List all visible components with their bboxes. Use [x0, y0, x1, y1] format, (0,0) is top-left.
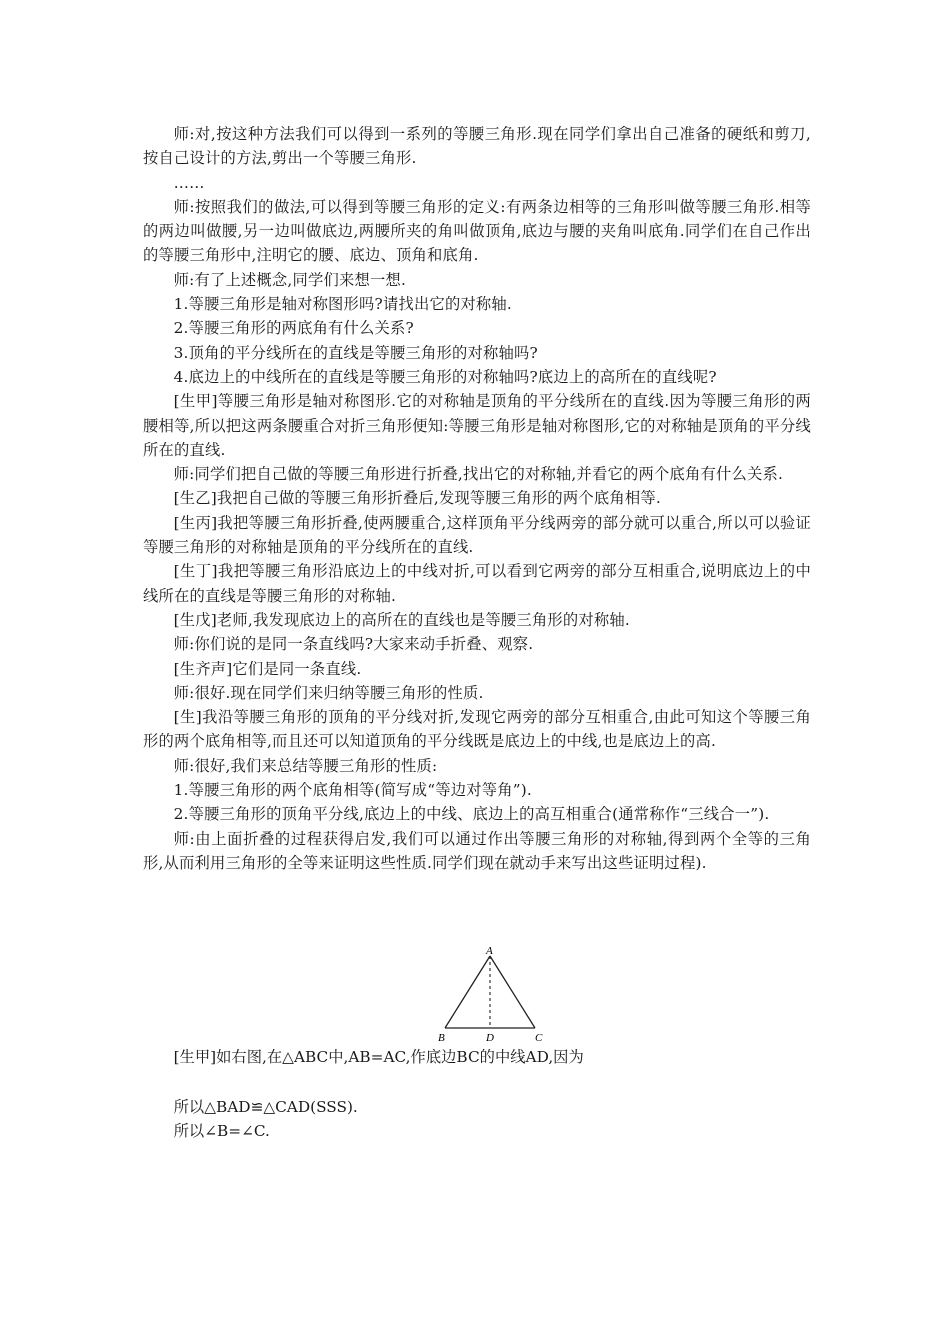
label-a: A	[486, 945, 493, 957]
paragraph: 1.等腰三角形的两个底角相等(简写成“等边对等角”).	[173, 781, 532, 800]
proof-line: 所以△BAD≌△CAD(SSS).	[173, 1098, 358, 1116]
side-ac	[490, 956, 535, 1028]
paragraph: 1.等腰三角形是轴对称图形吗?请找出它的对称轴.	[173, 295, 512, 314]
paragraph: ……	[173, 173, 205, 192]
paragraph: 师:由上面折叠的过程获得启发,我们可以通过作出等腰三角形的对称轴,得到两个全等的三角形,从而利用三角形的全等来证明这些性质.同学们现在就动手来写出这些证明过程).	[143, 829, 811, 872]
proof-conclusion	[143, 1095, 811, 1144]
paragraph: 师:同学们把自己做的等腰三角形进行折叠,找出它的对称轴,并看它的两个底角有什么关系.	[173, 465, 784, 484]
label-b: B	[438, 1032, 445, 1044]
proof-line: 所以∠B=∠C.	[173, 1122, 270, 1141]
paragraph: 师:你们说的是同一条直线吗?大家来动手折叠、观察.	[173, 635, 534, 654]
label-d: D	[486, 1032, 494, 1044]
side-ab	[445, 956, 490, 1028]
paragraph: [生齐声]它们是同一条直线.	[173, 659, 362, 678]
paragraph: [生丙]我把等腰三角形折叠,使两腰重合,这样顶角平分线两旁的部分就可以重合,所以可以验证等腰三角形的对称轴是顶角的平分线所在的直线.	[143, 513, 811, 557]
isosceles-triangle-figure	[430, 944, 560, 1046]
paragraph: 师:按照我们的做法,可以得到等腰三角形的定义:有两条边相等的三角形叫做等腰三角形.相等的两边叫做腰,另一边叫做底边,两腰所夹的角叫做顶角,底边与腰的夹角叫底角.同学们在自己作出的等腰三角形中,注明它的腰、底边、顶角和底角.	[143, 197, 811, 265]
paragraph: 师:有了上述概念,同学们来想一想.	[173, 270, 407, 289]
paragraph: 师:很好,我们来总结等腰三角形的性质:	[173, 756, 438, 775]
paragraph: [生]我沿等腰三角形的顶角的平分线对折,发现它两旁的部分互相重合,由此可知这个等腰三角形的两个底角相等,而且还可以知道顶角的平分线既是底边上的中线,也是底边上的高.	[143, 708, 811, 751]
paragraph: 2.等腰三角形的顶角平分线,底边上的中线、底边上的高互相重合(通常称作“三线合一”).	[173, 805, 770, 824]
paragraph: 4.底边上的中线所在的直线是等腰三角形的对称轴吗?底边上的高所在的直线呢?	[173, 367, 717, 386]
proof-intro	[143, 1045, 811, 1069]
proof-line: [生甲]如右图,在△ABC中,AB=AC,作底边BC的中线AD,因为	[173, 1048, 584, 1066]
label-c: C	[535, 1032, 543, 1044]
paragraph: 3.顶角的平分线所在的直线是等腰三角形的对称轴吗?	[173, 343, 538, 362]
triangle-diagram	[430, 944, 560, 1046]
paragraph: [生乙]我把自己做的等腰三角形折叠后,发现等腰三角形的两个底角相等.	[173, 489, 661, 508]
paragraph: 师:很好.现在同学们来归纳等腰三角形的性质.	[173, 683, 484, 702]
paragraph: [生丁]我把等腰三角形沿底边上的中线对折,可以看到它两旁的部分互相重合,说明底边上的中线所在的直线是等腰三角形的对称轴.	[143, 562, 811, 605]
paragraph: [生甲]等腰三角形是轴对称图形.它的对称轴是顶角的平分线所在的直线.因为等腰三角形的两腰相等,所以把这两条腰重合对折三角形便知:等腰三角形是轴对称图形,它的对称轴是顶角的平分线所在的直线.	[143, 392, 811, 459]
paragraph: [生戊]老师,我发现底边上的高所在的直线也是等腰三角形的对称轴.	[173, 610, 630, 629]
lesson-text	[143, 122, 811, 875]
paragraph: 2.等腰三角形的两底角有什么关系?	[173, 319, 414, 338]
paragraph: 师:对,按这种方法我们可以得到一系列的等腰三角形.现在同学们拿出自己准备的硬纸和剪刀,按自己设计的方法,剪出一个等腰三角形.	[143, 125, 811, 168]
